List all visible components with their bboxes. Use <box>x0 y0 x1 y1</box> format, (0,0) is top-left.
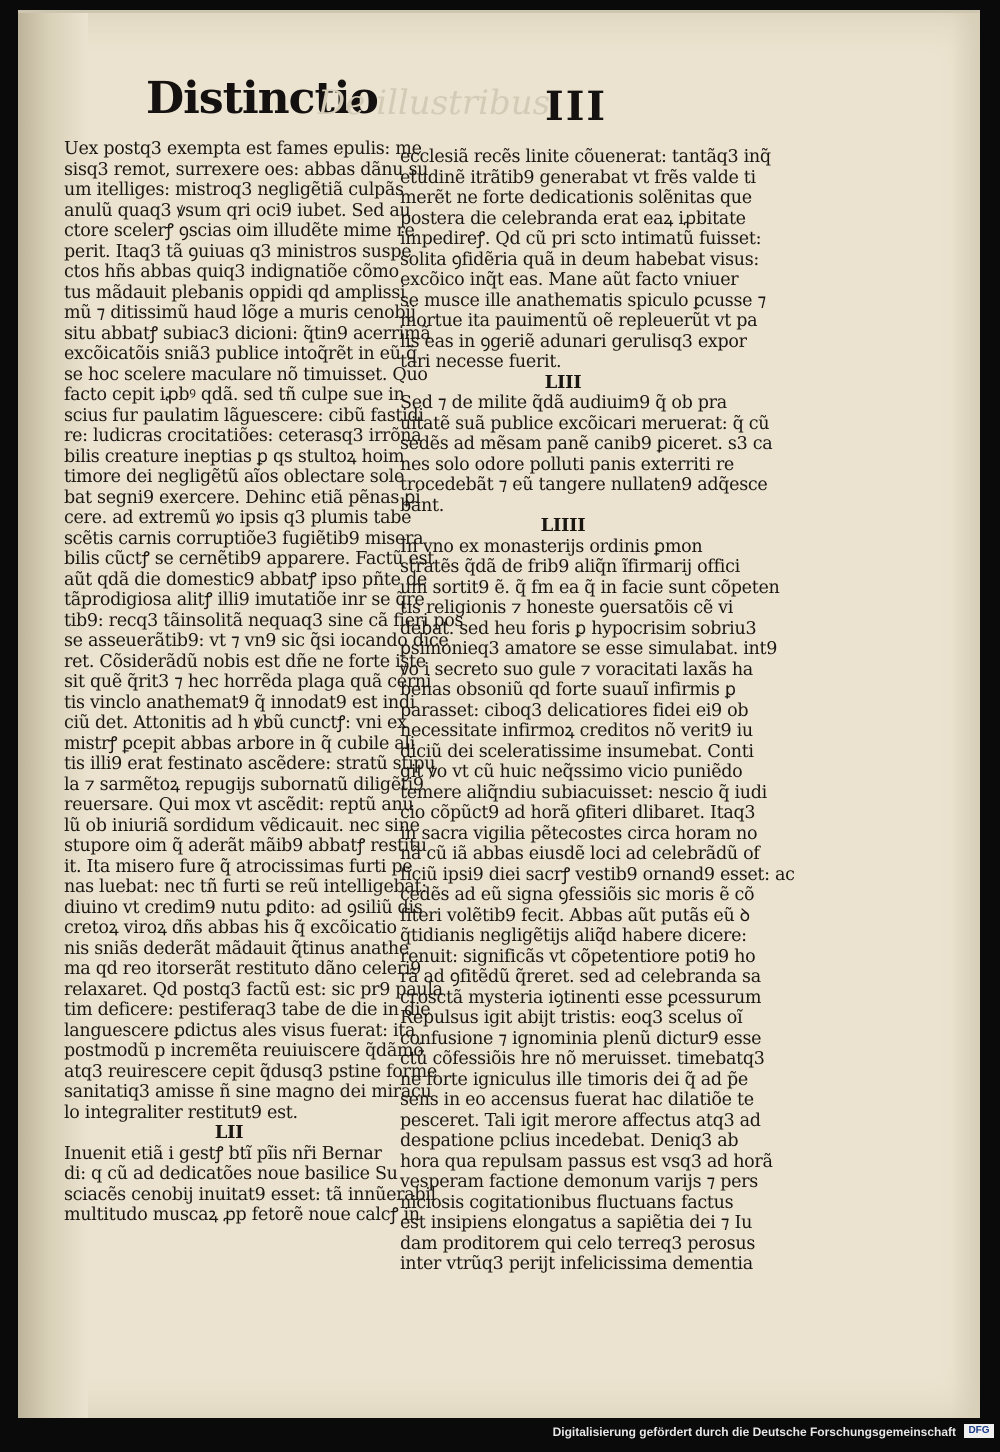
text-line: re: ludicras crocitatiões: ceterasq3 irrõna <box>64 426 422 446</box>
text-line: tis illi9 erat festinato ascẽdere: stratũ stipu <box>64 754 436 774</box>
text-line: mortue ita pauimentũ oẽ repleuerũt vt pa <box>400 311 758 331</box>
text-line: fiteri volẽtib9 fecit. Abbas aũt putãs eũ ꝺ <box>400 905 750 926</box>
text-line: crosctã mysteria iꝯtinenti esse ꝑcessurum <box>400 987 762 1008</box>
text-line: multitudo muscaꝝ ꝓp fetorẽ noue calcꝭ in <box>64 1205 420 1225</box>
text-line: sanitatiq3 amisse ñ sine magno dei miracu <box>64 1082 432 1102</box>
running-head: Distinctio <box>146 73 378 124</box>
text-line: trocedebãt ⁊ eũ tangere nullaten9 adq̃esce <box>400 475 768 495</box>
folio-number: III <box>545 83 608 130</box>
text-line: facto cepit iꝓbꝰ qdã. sed tñ culpe sue in <box>64 385 405 405</box>
text-line: cretoꝝ viroꝝ dñs abbas his q̃ excõicatio <box>64 918 397 938</box>
text-line: tari necesse fuerit. <box>400 352 562 372</box>
text-line: tis religionis ⁊ honeste ꝯuersatõis cẽ vi <box>400 598 734 618</box>
text-line: est insipiens elongatus a sapiẽtia dei ⁊ Iu <box>400 1213 753 1233</box>
text-line: solita ꝯfidẽria quã in deum habebat visus: <box>400 249 759 270</box>
text-line: languescere ꝑdictus ales visus fuerat: ita <box>64 1020 416 1041</box>
text-line: mistrꝭ ꝑcepit abbas arbore in q̃ cubile ali <box>64 733 415 754</box>
text-line: bilis creature ineptias ꝑ qs stultoꝝ hoim <box>64 446 405 467</box>
text-line: hora qua repulsam passus est vsq3 ad horã <box>400 1151 773 1172</box>
text-line: la ⁊ sarmẽtoꝝ repugijs subornatũ diligẽti9 <box>64 774 424 795</box>
text-line: stratẽs q̃dã de frib9 aliq̃n ĩfirmarij offici <box>400 557 740 577</box>
text-line: excõico inq̃t eas. Mane aũt facto vniuer <box>400 270 739 290</box>
text-line: cedẽs ad eũ signa ꝯfessiõis sic moris ẽ cõ <box>400 885 755 905</box>
text-line: ficiũ ipsi9 diei sacrꝭ vestib9 ornand9 esset: ac <box>400 864 795 885</box>
text-line: ret. Cõsiderãdũ nobis est dñe ne forte iste <box>64 651 426 672</box>
text-line: sedẽs ad mẽsam panẽ canib9 ꝑiceret. s3 ca <box>400 434 773 454</box>
text-line: sens in eo accensus fuerat hac dilatiõe te <box>400 1090 754 1110</box>
text-line: Repulsus igit abijt tristis: eoq3 scelus oĩ <box>400 1008 743 1028</box>
running-head-show-through: De illustribus <box>318 83 551 123</box>
chapter-numeral: LII <box>214 1122 244 1143</box>
text-line: pesceret. Tali igit merore affectus atq3 ad <box>400 1110 761 1131</box>
text-line: rã ad ꝯfitẽdũ q̃reret. sed ad celebranda sa <box>400 967 761 987</box>
text-line: anulũ quaq3 ꝟsum qri oci9 iubet. Sed au <box>64 200 411 221</box>
text-line: merẽt ne forte dedicationis solẽnitas que <box>400 188 752 208</box>
text-line: ciũ det. Attonitis ad h ꝟbũ cunctꝭ: vni ex <box>64 713 407 733</box>
text-line: postmodũ p incremẽta reuiuiscere q̃dãmõ <box>64 1041 424 1061</box>
text-line: etudinẽ itrãtib9 generabat vt frẽs valde ti <box>400 167 756 188</box>
text-line: ꝑsimonieq3 amatore se esse simulabat. int9 <box>400 639 778 659</box>
text-line: temere aliq̃ndiu subiacuisset: nescio q̃ iudi <box>400 782 767 803</box>
text-line: excõicatõis sniã3 publice intoq̃rẽt in eũ q̃ <box>64 344 417 364</box>
text-line: inter vtrũq3 perijt infelicissima dementia <box>400 1254 753 1274</box>
text-line: sciacẽs cenobij inuitat9 esset: tã innũerabil <box>64 1184 436 1205</box>
text-line: uitatẽ suã publice excõicari meruerat: q̃ cũ <box>400 413 770 434</box>
text-line: timore dei negligẽtũ aĩos oblectare sole <box>64 467 405 487</box>
text-line: tus mãdauit plebanis oppidi qd amplissi <box>64 282 406 303</box>
text-line: dam proditorem qui celo terreq3 perosus <box>400 1233 755 1254</box>
text-line: In vno ex monasterijs ordinis ꝑmon <box>400 536 703 557</box>
text-line: in sacra vigilia pẽtecostes circa horam no <box>400 823 758 844</box>
text-line: ꝟo i secreto suo gule ⁊ voracitati laxãs ha <box>400 659 753 680</box>
chapter-numeral: LIII <box>544 371 582 393</box>
text-line: impedireꝭ. Qd cũ pri scto intimatũ fuisset: <box>400 229 762 249</box>
text-line: sit quẽ q̃rit3 ⁊ hec horrẽda plaga quã cerni <box>64 672 432 692</box>
text-line: ma qd reo itorserãt restituto dãno celeri9 <box>64 959 422 979</box>
text-line: di: q cũ ad dedicatões noue basilice Su <box>64 1164 398 1184</box>
text-line: confusione ⁊ ignominia plenũ dictur9 esse <box>400 1028 762 1049</box>
text-line: renuit: significãs vt cõpetentiore poti9 ho <box>400 946 756 967</box>
text-line: ctos hñs abbas quiq3 indignatiõe cõmo <box>64 262 399 282</box>
text-line: relaxaret. Qd postq3 factũ est: sic pr9 paula <box>64 979 443 1000</box>
text-line: stupore oim q̃ aderãt mãib9 abbatꝭ restitu <box>64 836 427 856</box>
right-text-column <box>400 147 795 1275</box>
text-line: se musce ille anathematis spiculo ꝑcusse ⁊ <box>400 290 766 311</box>
text-line: nã cũ iã abbas eiusdẽ loci ad celebrãdũ of <box>400 844 760 864</box>
text-line: Uex postq3 exempta est fames epulis: me <box>64 139 422 159</box>
text-line: nis sniãs dederãt mãdauit q̃tinus anathe <box>64 938 409 959</box>
text-line: cio cõpũct9 ad horã ꝯfiteri dlibaret. Itaq3 <box>400 803 756 823</box>
text-line: git ꝟo vt cũ huic neq̃ssimo vicio puniẽdo <box>400 762 743 782</box>
text-line: despatione pclius incedebat. Deniq3 ab <box>400 1131 739 1151</box>
text-line: perit. Itaq3 tã ꝯuiuas q3 ministros suspe <box>64 241 412 262</box>
text-line: tim deficere: pestiferaq3 tabe de die in die <box>64 1000 431 1020</box>
text-line: cere. ad extremũ ꝟo ipsis q3 plumis tabe <box>64 508 412 528</box>
text-line: bilis cũctꝭ se cernẽtib9 apparere. Factũ est <box>64 549 434 569</box>
dfg-logo: DFG <box>964 1424 994 1438</box>
text-line: lo integraliter restitut9 est. <box>64 1102 298 1123</box>
text-line: se asseuerãtib9: vt ⁊ vn9 sic q̃si iocando dice <box>64 631 449 651</box>
text-line: benas obsoniũ qd forte suauĩ infirmis ꝑ <box>400 680 736 700</box>
text-line: ctore scelerꝭ ꝯscias oim illudẽte mime re <box>64 221 415 241</box>
text-line: se hoc scelere maculare nõ timuisset. Quo <box>64 364 428 385</box>
text-line: tãprodigiosa alitꝭ illi9 imutatiõe inr se q̃re <box>64 590 425 610</box>
book-page <box>18 10 980 1418</box>
text-line: um itelliges: mistroq3 negligẽtiã culpãs <box>64 180 404 200</box>
text-line: necessitate infirmoꝝ creditos nõ verit9 iu <box>400 721 753 741</box>
text-line: postera die celebranda erat eaꝝ iꝓbitate <box>400 208 746 229</box>
text-line: niciosis cogitationibus fluctuans factus <box>400 1192 734 1213</box>
text-line: reuersare. Qui mox vt ascẽdit: reptũ anu <box>64 795 414 815</box>
text-line: bant. <box>400 495 445 516</box>
digitization-credit: Digitalisierung gefördert durch die Deutsche Forschungsgemeinschaft <box>552 1425 956 1439</box>
text-line: bat segni9 exercere. Dehinc etiã pẽnas ꝑi <box>64 487 421 508</box>
text-line: sisq3 remot, surrexere oes: abbas dãnu su <box>64 159 429 180</box>
text-line: q̃tidianis negligẽtijs aliq̃d habere dicere: <box>400 926 747 946</box>
chapter-numeral: LIIII <box>540 515 586 536</box>
text-line: tis vinclo anathemat9 q̃ innodat9 est indi <box>64 692 416 713</box>
text-line: diuino vt credim9 nutu ꝑdito: ad ꝯsiliũ dis <box>64 897 423 918</box>
text-line: ctũ cõfessiõis hre nõ meruisset. timebatq3 <box>400 1049 765 1069</box>
text-line: lũ ob iniuriã sordidum vẽdicauit. nec sine <box>64 815 420 836</box>
text-line: ne forte igniculus ille timoris dei q̃ ad p̃e <box>400 1069 748 1090</box>
text-line: scius fur paulatim lãguescere: cibũ fastidi <box>64 405 424 426</box>
text-line: scẽtis carnis corruptiõe3 fugiẽtib9 misera <box>64 528 424 549</box>
text-line: nes solo odore polluti panis exterriti re <box>400 454 734 475</box>
text-line: vesperam factione demonum varijs ⁊ pers <box>400 1172 758 1192</box>
text-line: parasset: ciboq3 delicatiores fidei ei9 ob <box>400 700 749 721</box>
text-line: nas luebat: nec tñ furti se reũ intelligebat: <box>64 877 427 897</box>
text-line: tib9: recq3 tãinsolitã nequaq3 sine cã fieri pos <box>64 610 464 631</box>
page-edge <box>952 13 980 1418</box>
text-line: lis eas in ꝯgeriẽ adunari gerulisq3 expor <box>400 331 747 352</box>
text-line: Sed ⁊ de milite q̃dã audiuim9 q̃ ob pra <box>400 393 727 413</box>
text-line: aũt qdã die domestic9 abbatꝭ ipso pñte de <box>64 569 427 590</box>
text-line: ecclesiã recẽs linite cõuenerat: tantãq3 inq̃ <box>400 147 771 167</box>
text-line: situ abbatꝭ subiac3 dicioni: q̃tin9 acerrimã <box>64 323 431 344</box>
text-line: Inuenit etiã i gestꝭ btĩ pĩis nr̃i Bernar <box>64 1143 382 1164</box>
text-line: mũ ⁊ ditissimũ haud lõge a muris cenobij <box>64 303 416 323</box>
text-line: um sortit9 ẽ. q̃ fm ea q̃ in facie sunt cõpeten <box>400 577 780 598</box>
text-line: diciũ dei sceleratissime insumebat. Conti <box>400 741 754 762</box>
text-line: debat. sed heu foris ꝑ hypocrisim sobriu3 <box>400 618 757 639</box>
text-line: atq3 reuirescere cepit q̃dusq3 pstine forme <box>64 1061 437 1082</box>
text-line: it. Ita misero fure q̃ atrocissimas furti pe <box>64 856 413 877</box>
